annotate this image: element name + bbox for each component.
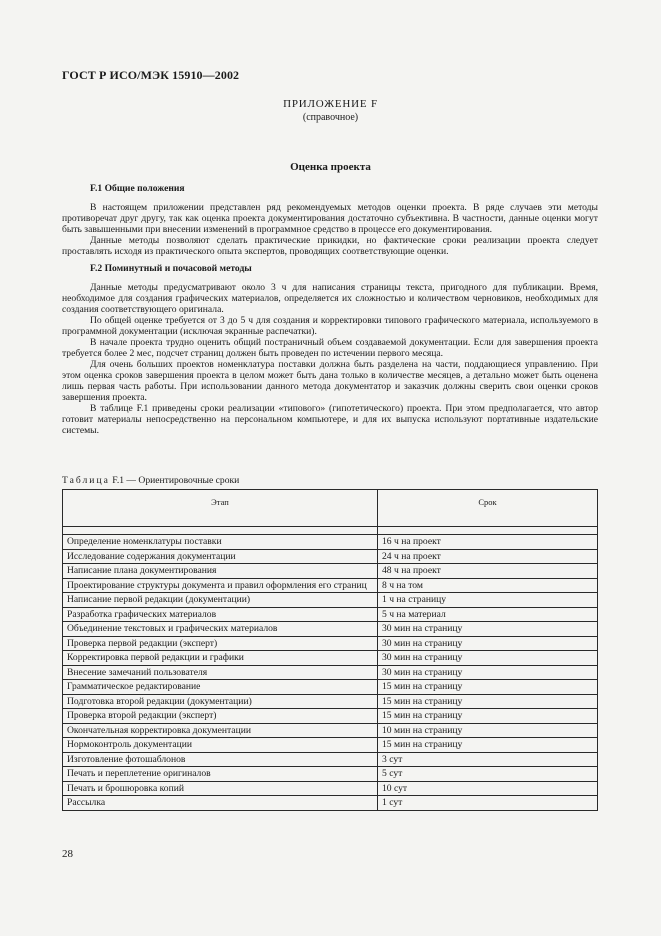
table-row [63,694,598,709]
appendix-subtitle: (справочное) [302,112,359,123]
duration-cell: 5 ч на материал [378,607,598,622]
table-row [63,564,598,579]
duration-cell: 15 мин на страницу [378,738,598,753]
table-row [63,535,598,550]
stage-cell: Окончательная корректировка документации [63,723,378,738]
table-row [63,738,598,753]
stage-cell: Написание плана документирования [63,564,378,579]
table-body [63,527,598,811]
table-row [63,796,598,811]
table-caption-label: Таблица [62,475,110,486]
table-row [63,781,598,796]
stage-cell: Печать и переплетение оригиналов [63,767,378,782]
duration-cell: 30 мин на страницу [378,622,598,637]
duration-cell: 15 мин на страницу [378,709,598,724]
stage-cell: Нормоконтроль документации [63,738,378,753]
section-title: Оценка проекта [290,161,371,173]
column-header-stage: Этап [63,490,378,527]
stage-cell: Рассылка [63,796,378,811]
table-row [63,651,598,666]
paragraph: В таблице F.1 приведены сроки реализации «типового» (гипотетического) проекта. При этом предполагается, что автор готовит материалы непосредственно на персональном компьютере, и для их выпуска используют портативные издательские системы. [62,403,598,436]
duration-cell: 10 мин на страницу [378,723,598,738]
duration-cell: 24 ч на проект [378,549,598,564]
duration-cell: 15 мин на страницу [378,680,598,695]
column-header-duration: Срок [378,490,598,527]
subsection-heading: F.1 Общие положения [90,183,185,194]
duration-cell: 10 сут [378,781,598,796]
duration-cell: 8 ч на том [378,578,598,593]
stage-cell: Подготовка второй редакции (документации) [63,694,378,709]
duration-cell: 1 сут [378,796,598,811]
table-row [63,680,598,695]
duration-cell: 48 ч на проект [378,564,598,579]
document-code: ГОСТ Р ИСО/МЭК 15910—2002 [62,68,240,82]
paragraph: Данные методы предусматривают около 3 ч для написания страницы текста, пригодного для публикации. Время, необходимое для создания графических материалов, определяется их сложностью и количеством черновиков, необходимых для создания соответствующего оригинала. [62,282,598,315]
stage-cell: Изготовление фотошаблонов [63,752,378,767]
paragraph: Данные методы позволяют сделать практические прикидки, но фактические сроки реализации проекта следует проставлять исходя из практического опыта экспертов, проводящих соответствующие оценки. [62,235,598,257]
duration-cell: 15 мин на страницу [378,694,598,709]
paragraph: Для очень больших проектов номенклатура поставки должна быть разделена на части, поддающиеся управлению. При этом оценка сроков завершения проекта в целом может быть дана только в количестве месяцев, а детально может быть оценена лишь первая часть работы. При использовании данного метода документатор и заказчик должны сверить свои оценки сроков завершения проекта. [62,359,598,403]
paragraph: В начале проекта трудно оценить общий постраничный объем создаваемой документации. Если для завершения проекта требуется более 2 мес, подсчет страниц должен быть проведен по истечении первого месяца. [62,337,598,359]
table-row [63,723,598,738]
duration-cell: 30 мин на страницу [378,636,598,651]
duration-cell: 3 сут [378,752,598,767]
stage-cell: Проверка второй редакции (эксперт) [63,709,378,724]
table-row [63,593,598,608]
body-text [62,183,598,436]
table-row [63,578,598,593]
table-row [63,622,598,637]
appendix-title: ПРИЛОЖЕНИЕ F [283,98,378,110]
table-row [63,636,598,651]
page-number: 28 [62,848,73,860]
table-spacer [63,527,598,535]
paragraph: По общей оценке требуется от 3 до 5 ч для создания и корректировки типового графического материала, используемого в программной документации (исключая экранные распечатки). [62,315,598,337]
duration-cell: 1 ч на страницу [378,593,598,608]
duration-cell: 16 ч на проект [378,535,598,550]
stage-cell: Проектирование структуры документа и правил оформления его страниц [63,578,378,593]
stage-cell: Проверка первой редакции (эксперт) [63,636,378,651]
table-row [63,549,598,564]
stage-cell: Определение номенклатуры поставки [63,535,378,550]
duration-cell: 30 мин на страницу [378,651,598,666]
stage-cell: Грамматическое редактирование [63,680,378,695]
table-row [63,767,598,782]
table-row [63,752,598,767]
stage-cell: Разработка графических материалов [63,607,378,622]
table-row [63,709,598,724]
table-row [63,665,598,680]
paragraph: В настоящем приложении представлен ряд рекомендуемых методов оценки проекта. В ряде случаев эти методы противоречат друг другу, так как оценка проекта документирования достаточно субъективна. В частности, данные оценки могут быть завышенными при внесении изменений в программное средство в процессе его документирования. [62,202,598,235]
table-caption [62,475,239,486]
stage-cell: Объединение текстовых и графических материалов [63,622,378,637]
duration-cell: 5 сут [378,767,598,782]
stage-cell: Печать и брошюровка копий [63,781,378,796]
table-header-row [63,490,598,527]
stage-cell: Корректировка первой редакции и графики [63,651,378,666]
stage-cell: Исследование содержания документации [63,549,378,564]
subsection-heading: F.2 Поминутный и почасовой методы [90,263,252,274]
table-row [63,607,598,622]
stage-cell: Внесение замечаний пользователя [63,665,378,680]
duration-cell: 30 мин на страницу [378,665,598,680]
stage-cell: Написание первой редакции (документации) [63,593,378,608]
schedule-table [62,489,598,811]
table-caption-text: F.1 — Ориентировочные сроки [112,475,240,486]
